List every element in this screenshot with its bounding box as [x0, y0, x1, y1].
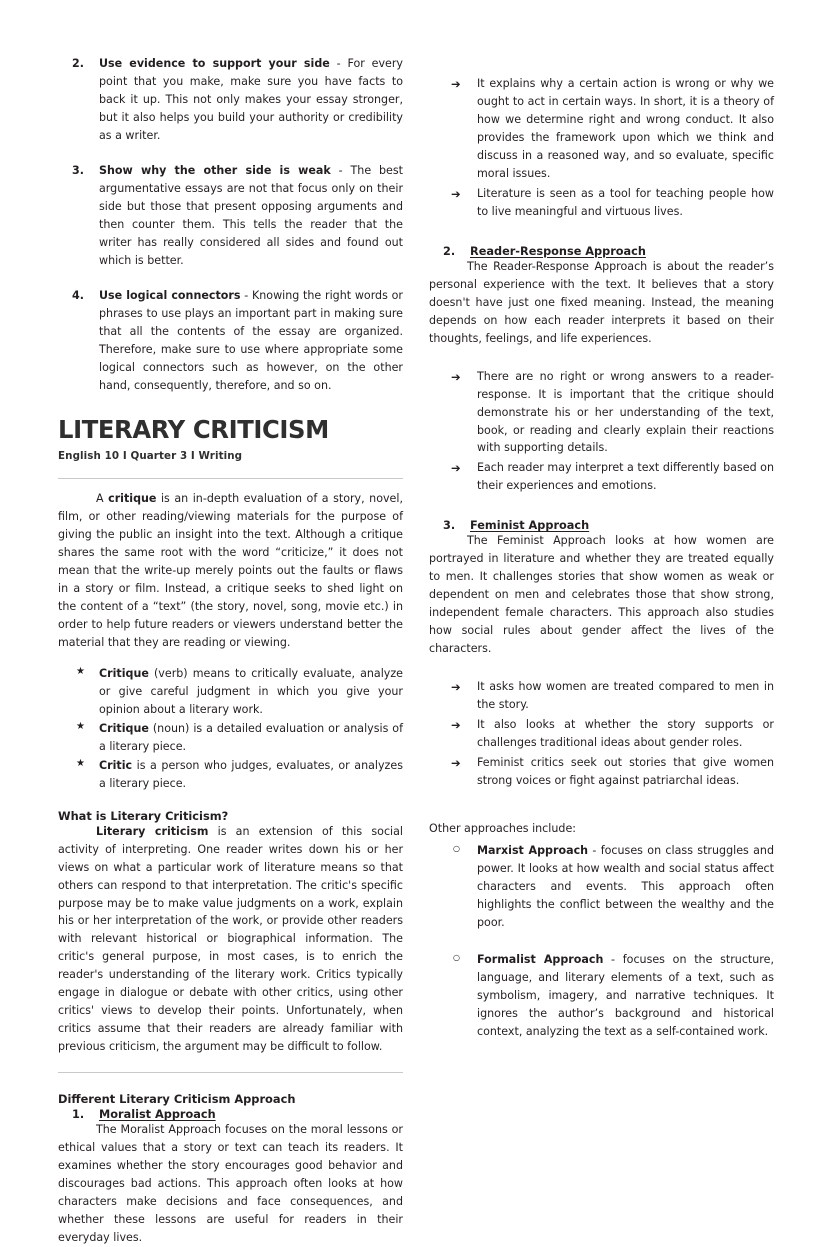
star-icon: ★ — [76, 665, 85, 677]
other-approaches-list — [429, 842, 774, 1041]
approach-feminist — [429, 519, 774, 658]
list-item — [429, 185, 774, 221]
list-item-text — [99, 55, 403, 145]
list-item — [429, 754, 774, 790]
lc-bold-term: Literary criticism — [96, 824, 209, 838]
list-item-text — [99, 665, 403, 719]
list-item — [58, 757, 403, 793]
critique-post: is an in-depth evaluation of a story, novel, film, or other reading/viewing materials for the purpose of giving the public an insight into the text. Although a critique shares the same root with the word “criticize,” it does not mean that the write-up merely points out the faults or flaws in a story or film. Instead, a critique seeks to shed light on the content of a “text” (the story, novel, song, movie etc.) in order to help future readers or viewers understand better the material that they are reading or viewing. — [58, 492, 403, 649]
list-item-lead: Critique — [99, 721, 149, 735]
list-item — [429, 716, 774, 752]
what-is-literary-criticism-heading: What is Literary Criticism? — [58, 808, 229, 823]
list-item-text — [99, 757, 403, 793]
list-marker: 2. — [72, 57, 84, 70]
list-item-lead: Show why the other side is weak — [99, 163, 331, 177]
list-item-body: is a person who judges, evaluates, or analyzes a literary piece. — [99, 758, 403, 790]
list-item-lead: Formalist Approach — [477, 952, 604, 966]
approach-name: Feminist Approach — [470, 519, 590, 533]
literary-criticism-paragraph — [58, 823, 403, 1057]
circle-bullet-icon: ○ — [453, 843, 460, 853]
arrow-icon: ➔ — [451, 680, 461, 695]
list-item-body: - The best argumentative essays are not that focus only on their side but those that present opposing arguments and then counter them. This tells the reader that the writer has really considered all sides and found out which is better. — [99, 163, 403, 267]
approach-paragraph: The Feminist Approach looks at how women are portrayed in literature and whether they are treated equally to men. It challenges stories that show women as weak or dependent on men and celebrates those that show strong, independent female characters. This approach also studies how social rules about gender affect the lives of the characters. — [429, 534, 774, 656]
argument-tips-list — [58, 55, 403, 394]
list-item-body: - focuses on the structure, language, and literary elements of a text, such as symbolism, imagery, and narrative techniques. It ignores the author’s background and historical context, analyzing the text as a self-contained work. — [477, 952, 774, 1038]
list-item — [58, 665, 403, 719]
divider-bottom — [58, 1072, 403, 1073]
approach-paragraph: The Moralist Approach focuses on the moral lessons or ethical values that a story or text can teach its readers. It examines whether the story encourages good behavior and discourages bad actions. This approach often looks at how characters make decisions and face consequences, and whether these lessons are useful for readers in their everyday lives. — [58, 1123, 403, 1245]
list-item-text: There are no right or wrong answers to a reader-response. It is important that the critique should demonstrate his or her understanding of the text, book, or reading and clearly explain their reactions with supporting details. — [477, 369, 774, 455]
approach-reader-response — [429, 245, 774, 348]
list-marker: 3. — [72, 163, 84, 177]
list-item-text: It explains why a certain action is wrong or why we ought to act in certain ways. In short, it is a theory of how we determine right and wrong conduct. It also provides the framework upon which we think and discuss in a reasoned way, and so evaluate, specific moral issues. — [477, 77, 774, 180]
list-marker: 2. — [443, 244, 456, 258]
list-item-text: Literature is seen as a tool for teaching people how to live meaningful and virtuous lives. — [477, 186, 774, 218]
critique-definitions-list — [58, 665, 403, 793]
critique-paragraph — [58, 490, 403, 652]
list-marker: 3. — [443, 519, 456, 533]
arrow-icon: ➔ — [451, 186, 461, 201]
approach-title-row — [58, 1108, 403, 1121]
other-approaches-heading: Other approaches include: — [429, 821, 577, 835]
list-marker: 1. — [72, 1108, 85, 1122]
list-item — [58, 287, 403, 395]
list-item-lead: Use evidence to support your side — [99, 57, 330, 70]
star-icon: ★ — [76, 720, 85, 732]
arrow-icon: ➔ — [451, 756, 461, 771]
critique-bold-term: critique — [108, 492, 157, 506]
list-item-lead: Use logical connectors — [99, 288, 241, 302]
approaches-heading: Different Literary Criticism Approach — [58, 1092, 296, 1107]
list-marker: 4. — [72, 288, 84, 302]
right-column — [429, 55, 774, 1060]
list-item-text — [477, 842, 774, 932]
list-item-lead: Critique — [99, 666, 149, 680]
list-item — [58, 55, 403, 145]
list-item — [58, 720, 403, 756]
approach-name: Moralist Approach — [99, 1108, 216, 1122]
list-item-lead: Critic — [99, 758, 133, 772]
list-item-text — [99, 162, 403, 270]
list-item — [429, 368, 774, 458]
approach-title-row — [429, 245, 774, 258]
list-item-text — [99, 287, 403, 395]
list-item-body: - For every point that you make, make sure you have facts to back it up. This not only makes your essay stronger, but it also helps you build your authority or credibility as a writer. — [99, 57, 403, 142]
title-block — [58, 416, 403, 465]
list-item — [429, 951, 774, 1041]
list-item-body: - focuses on class struggles and power. It looks at how wealth and social status affect characters and events. This approach often highlights the conflict between the wealthy and the poor. — [477, 843, 775, 929]
feminist-bullets-list — [429, 678, 774, 790]
list-item — [429, 842, 774, 932]
circle-bullet-icon: ○ — [453, 952, 460, 962]
list-item-text — [99, 720, 403, 756]
critique-pre: A — [96, 492, 109, 506]
arrow-icon: ➔ — [451, 369, 461, 384]
arrow-icon: ➔ — [451, 718, 461, 733]
page-subtitle: English 10 I Quarter 3 I Writing — [58, 450, 243, 463]
list-item-text: It asks how women are treated compared to men in the story. — [477, 680, 774, 712]
list-item-body: - Knowing the right words or phrases to use plays an important part in making sure that all the contents of the essay are organized. Therefore, make sure to use where appropriate some logical connectors such as however, on the other hand, consequently, therefore, and so on. — [99, 288, 403, 392]
list-item-text: Feminist critics seek out stories that give women strong voices or fight against patriarchal ideas. — [477, 756, 774, 787]
approach-moralist — [58, 1108, 403, 1247]
reader-response-bullets-list — [429, 368, 774, 496]
list-item — [429, 75, 774, 183]
approach-name: Reader-Response Approach — [470, 244, 646, 258]
approach-title-row — [429, 519, 774, 532]
list-item-body: (verb) means to critically evaluate, analyze or give careful judgment in which you give your opinion about a literary work. — [99, 666, 403, 716]
list-item — [429, 459, 774, 495]
page-title: LITERARY CRITICISM — [58, 415, 329, 445]
star-icon: ★ — [76, 757, 85, 769]
list-item — [58, 162, 403, 270]
list-item-text — [477, 951, 774, 1041]
divider-top — [58, 478, 403, 479]
arrow-icon: ➔ — [451, 461, 461, 476]
list-item-text: It also looks at whether the story supports or challenges traditional ideas about gender roles. — [477, 718, 774, 750]
list-item-text: Each reader may interpret a text differently based on their experiences and emotions. — [477, 461, 774, 493]
approach-paragraph: The Reader-Response Approach is about the reader’s personal experience with the text. It believes that a story doesn't have just one fixed meaning. Instead, the meaning depends on how each reader interprets it based on their thoughts, feelings, and life experiences. — [429, 259, 774, 345]
lc-body: is an extension of this social activity of interpreting. One reader writes down his or her views on what a particular work of literature means so that others can respond to that interpretation. The critic's specific purpose may be to make value judgments on a work, explain his or her interpretation of the work, or provide other readers with relevant historical or biographical information. The critic's general purpose, in most cases, is to enrich the reader's understanding of the literary work. Critics typically engage in dialogue or debate with other critics, using other critics' views to develop their points. Unfortunately, when critics assume that their readers are already familiar with previous criticism, the argument may be difficult to follow. — [58, 824, 404, 1054]
list-item — [429, 678, 774, 714]
arrow-icon: ➔ — [451, 77, 461, 91]
two-column-layout — [58, 55, 780, 1247]
left-column — [58, 55, 403, 1247]
moralist-bullets-list — [429, 75, 774, 221]
list-item-lead: Marxist Approach — [477, 843, 589, 857]
list-item-body: (noun) is a detailed evaluation or analysis of a literary piece. — [99, 721, 403, 753]
